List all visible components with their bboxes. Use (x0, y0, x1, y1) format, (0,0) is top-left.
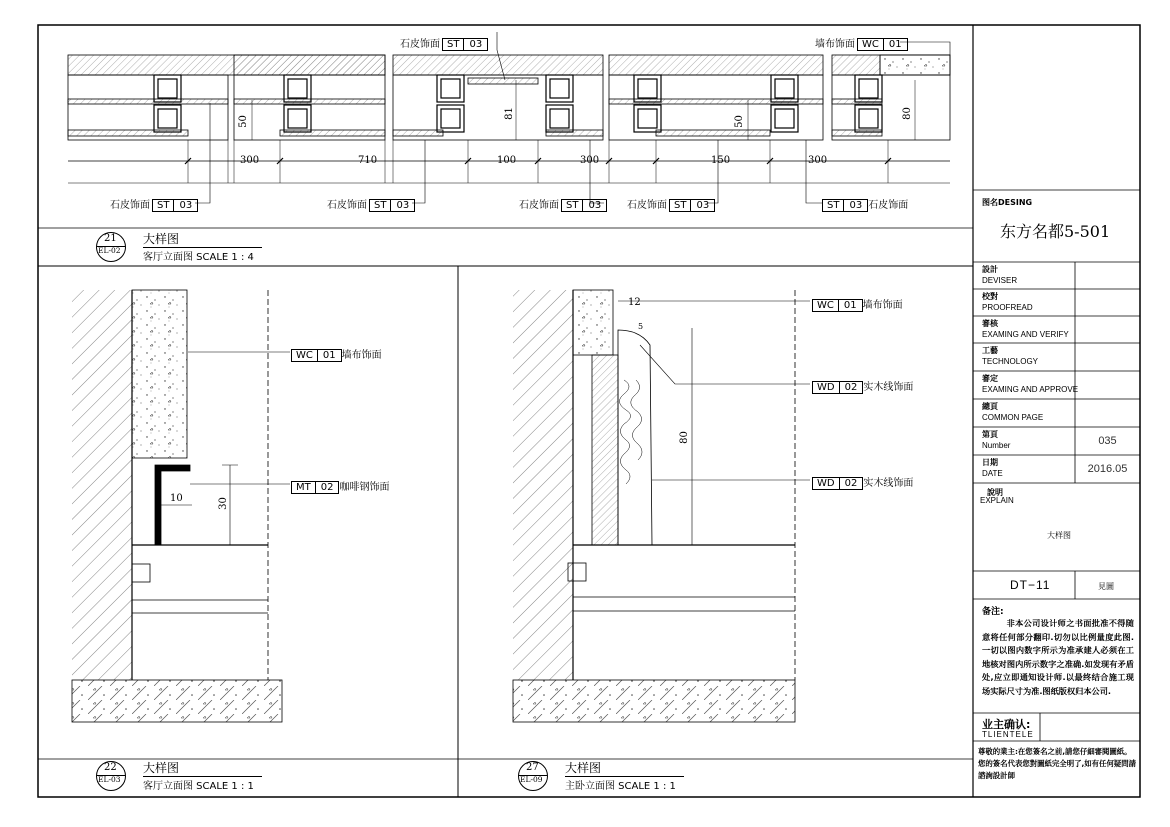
row-label-cn: 審核 (982, 319, 998, 328)
owner-en: TLIENTELE (982, 730, 1034, 739)
project-name: 东方名都5-501 (1000, 222, 1111, 241)
d22-tag-mt: MT 02 咖啡钢饰面 (291, 478, 389, 493)
explain-en: EXPLAIN (980, 496, 1014, 505)
d21-dim-300c: 300 (808, 155, 828, 166)
row-label-en: EXAMING AND APPROVE (982, 385, 1079, 394)
row-label-cn: 第頁 (982, 430, 998, 439)
row-label-en: Number (982, 441, 1011, 450)
notes-text: 非本公司设计师之书面批准不得随意将任何部分翻印.切勿以比例量度此图.一切以图内数字所示为准承建人必须在工地核对图内所示数字之准确.如发现有矛盾处,应立即通知设计师.以最终结合施工现场实际尺寸为准.图纸版权归本公司. (982, 618, 1134, 696)
d21-tag-6: 石皮饰面 ST 03 (627, 196, 715, 211)
d27-dim-12: 12 (628, 297, 641, 308)
detail-27-number: 27 (526, 762, 539, 773)
d21-tag-2: 墙布饰面 WC 01 (815, 35, 908, 50)
d22-dim-30: 30 (217, 497, 229, 510)
disclaimer: 尊敬的業主:在您簽名之前,請您仔細審閱圖紙。您的簽名代表您對圖紙完全明了,如有任何疑問請諮詢設計師 (978, 747, 1137, 781)
d22-dim-10: 10 (170, 493, 183, 504)
row-label-en: DATE (982, 469, 1003, 478)
detail-21-subtitle: 客厅立面图 SCALE 1 : 4 (143, 247, 262, 263)
detail-21-number: 21 (104, 233, 117, 244)
d21-dim-150: 150 (711, 155, 731, 166)
d27-tag-wc: WC 01 墙布饰面 (812, 296, 903, 311)
row-label-cn: 審定 (982, 374, 998, 383)
notes-title: 备注: (982, 607, 1004, 617)
detail-22-title: 大样图 (143, 761, 180, 775)
row-label-cn: 校對 (982, 292, 998, 301)
drawing-name-label: 图名DESING (982, 198, 1033, 207)
d27-tag-wd1: WD 02 实木线饰面 (812, 378, 913, 393)
detail-22-ref: EL-03 (98, 775, 121, 784)
explain-value: 大样图 (1047, 531, 1071, 540)
detail-27-marker (518, 761, 548, 791)
detail-27-section (513, 290, 810, 722)
row-label-cn: 設計 (982, 265, 998, 274)
d21-tag-4: 石皮饰面 ST 03 (327, 196, 415, 211)
d21-dim-v50b: 50 (733, 115, 745, 128)
row-label-en: PROOFREAD (982, 303, 1033, 312)
d27-dim-80: 80 (678, 431, 690, 444)
detail-22-number: 22 (104, 762, 117, 773)
detail-22-marker (96, 761, 126, 791)
row-label-cn: 總頁 (982, 402, 998, 411)
row-label-en: TECHNOLOGY (982, 357, 1039, 366)
d27-tag-wd2: WD 02 实木线饰面 (812, 474, 913, 489)
detail-27-title: 大样图 (565, 761, 602, 775)
d21-dim-300a: 300 (240, 155, 260, 166)
drawing-code: DT−11 (1010, 578, 1051, 592)
explain-cn: 說明 (987, 488, 1003, 497)
owner-cn: 业主确认: (982, 718, 1031, 731)
d27-dim-5: 5 (638, 322, 644, 331)
row-value: 035 (1098, 435, 1117, 447)
detail-22-section (72, 290, 290, 722)
d21-tag-1: 石皮饰面 ST 03 (110, 196, 198, 211)
d21-tag-3: 石皮饰面 ST 03 (400, 35, 488, 50)
detail-21-ref: EL-02 (98, 246, 121, 255)
d21-dim-710: 710 (358, 155, 378, 166)
reference: 見圖 (1098, 582, 1114, 591)
detail-21-title: 大样图 (143, 232, 180, 246)
row-label-en: DEVISER (982, 276, 1018, 285)
d22-tag-wc: WC 01 墙布饰面 (291, 346, 382, 361)
row-label-cn: 日期 (982, 458, 998, 467)
d21-tag-7: ST 03 石皮饰面 (822, 196, 908, 211)
detail-21-marker (96, 232, 126, 262)
row-label-en: EXAMING AND VERIFY (982, 330, 1069, 339)
d21-dim-100: 100 (497, 155, 517, 166)
detail-27-ref: EL-09 (520, 775, 543, 784)
detail-27-subtitle: 主卧立面图 SCALE 1 : 1 (565, 776, 684, 792)
d21-dim-300b: 300 (580, 155, 600, 166)
d21-dim-v80: 80 (901, 107, 913, 120)
d21-dim-v50a: 50 (237, 115, 249, 128)
row-label-cn: 工藝 (982, 346, 998, 355)
d21-dim-v81: 81 (503, 107, 515, 120)
row-label-en: COMMON PAGE (982, 413, 1044, 422)
d21-tag-5: 石皮饰面 ST 03 (519, 196, 607, 211)
detail-22-subtitle: 客厅立面图 SCALE 1 : 1 (143, 776, 262, 792)
row-value: 2016.05 (1087, 463, 1128, 475)
